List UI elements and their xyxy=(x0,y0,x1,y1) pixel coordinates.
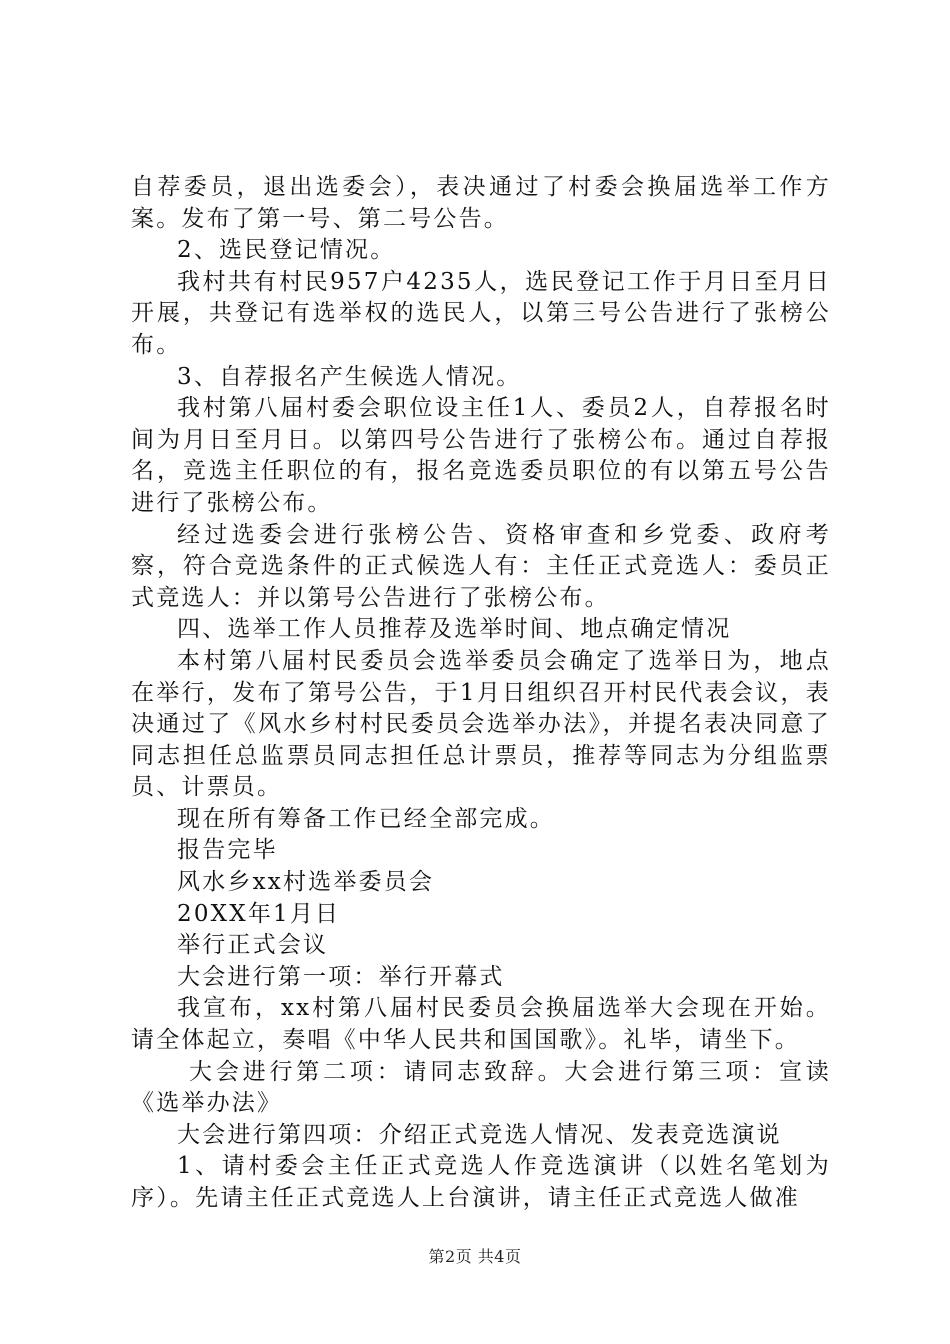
report-end: 报告完毕 xyxy=(177,837,278,864)
section-heading-formal-meeting: 举行正式会议 xyxy=(177,932,329,959)
paragraph-voter-registration: 我村共有村民957户4235人，选民登记工作于月日至月日开展，共登记有选举权的选民人，以第三号公告进行了张榜公布。 xyxy=(131,268,831,358)
paragraph-candidate-review: 经过选委会进行张榜公告、资格审查和乡党委、政府考察，符合竞选条件的正式候选人有：主任正式竞选人：委员正式竞选人：并以第号公告进行了张榜公布。 xyxy=(131,521,831,611)
agenda-item-1: 大会进行第一项：举行开幕式 xyxy=(177,963,505,990)
document-body xyxy=(131,172,831,1215)
section-heading-staff-time-place: 四、选举工作人员推荐及选举时间、地点确定情况 xyxy=(177,616,732,643)
signature-date: 20XX年1月日 xyxy=(177,900,341,927)
agenda-item-4: 大会进行第四项：介绍正式竞选人情况、发表竞选演说 xyxy=(177,1121,782,1148)
page-number-footer: 第2页 共4页 xyxy=(428,1247,522,1266)
agenda-item-2-3: 大会进行第二项：请同志致辞。大会进行第三项：宣读《选举办法》 xyxy=(131,1058,831,1117)
paragraph-preparation-complete: 现在所有筹备工作已经全部完成。 xyxy=(177,805,555,832)
section-heading-voter-registration: 2、选民登记情况。 xyxy=(177,237,396,264)
paragraph-continuation: 自荐委员，退出选委会），表决通过了村委会换届选举工作方案。发布了第一号、第二号公告。 xyxy=(131,174,831,232)
signature-committee: 风水乡xx村选举委员会 xyxy=(177,869,435,896)
paragraph-election-date: 本村第八届村民委员会选举委员会确定了选举日为，地点在举行，发布了第号公告，于1月日组织召开村民代表会议，表决通过了《风水乡村村民委员会选举办法》，并提名表决同意了同志担任总监票员同志担任总计票员，推荐等同志为分组监票员、计票员。 xyxy=(131,647,831,801)
paragraph-opening-announcement: 我宣布，xx村第八届村民委员会换届选举大会现在开始。请全体起立，奏唱《中华人民共和国国歌》。礼毕，请坐下。 xyxy=(131,995,831,1054)
paragraph-director-speeches: 1、请村委会主任正式竞选人作竞选演讲（以姓名笔划为序）。先请主任正式竞选人上台演讲，请主任正式竞选人做准 xyxy=(131,1153,831,1211)
paragraph-candidate-positions: 我村第八届村委会职位设主任1人、委员2人，自荐报名时间为月日至月日。以第四号公告进行了张榜公布。通过自荐报名，竞选主任职位的有，报名竞选委员职位的有以第五号公告进行了张榜公布。 xyxy=(131,395,831,516)
section-heading-candidates: 3、自荐报名产生候选人情况。 xyxy=(177,363,522,390)
